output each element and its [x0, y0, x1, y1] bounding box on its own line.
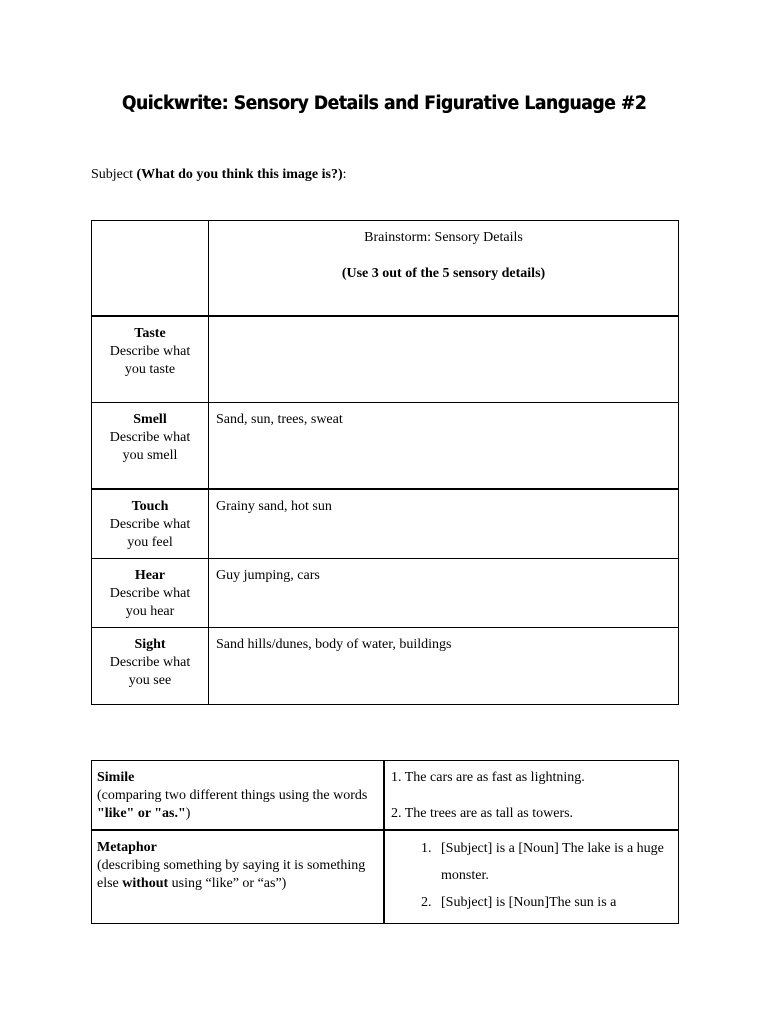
table-row — [92, 316, 679, 403]
sense-answer-cell[interactable]: Guy jumping, cars — [209, 559, 679, 628]
simile-definition-keywords: "like" or "as." — [97, 806, 186, 821]
metaphor-definition-cell — [92, 830, 385, 924]
sense-name: Sight — [134, 637, 166, 652]
table-row — [92, 830, 679, 924]
sense-label-cell — [92, 559, 209, 628]
sense-description: Describe what you taste — [109, 344, 191, 377]
sense-name: Touch — [131, 499, 169, 514]
table-row — [92, 403, 679, 490]
simile-example: 2. The trees are as tall as towers. — [391, 806, 574, 821]
subject-suffix: : — [342, 167, 347, 182]
simile-definition: (comparing two different things using the words — [97, 788, 368, 803]
sense-answer-cell[interactable] — [209, 316, 679, 403]
table-row — [92, 761, 679, 831]
sense-answer-cell[interactable]: Sand, sun, trees, sweat — [209, 403, 679, 490]
header-empty-cell — [92, 221, 209, 317]
metaphor-example-list — [391, 835, 678, 916]
metaphor-definition-end: using “like” or “as”) — [168, 876, 287, 891]
sense-label-cell — [92, 628, 209, 705]
subject-prompt: (What do you think this image is?) — [136, 167, 343, 182]
sense-name: Smell — [133, 412, 167, 427]
sense-description: Describe what you see — [109, 655, 191, 688]
subject-label: Subject — [91, 167, 137, 182]
sense-answer-cell[interactable]: Grainy sand, hot sun — [209, 489, 679, 559]
brainstorm-title: Brainstorm: Sensory Details — [364, 230, 523, 245]
sense-description: Describe what you hear — [109, 586, 191, 619]
metaphor-definition: (describing something by saying it is something else — [97, 858, 366, 891]
simile-example: 1. The cars are as fast as lightning. — [391, 770, 585, 785]
sense-answer-cell[interactable]: Sand hills/dunes, body of water, buildings — [209, 628, 679, 705]
sensory-details-table — [91, 220, 679, 705]
metaphor-definition-keyword: without — [122, 876, 169, 891]
sense-description: Describe what you feel — [109, 517, 191, 550]
sense-label-cell — [92, 489, 209, 559]
simile-examples-cell[interactable] — [384, 761, 679, 831]
simile-definition-end: ) — [185, 806, 191, 821]
figurative-language-table — [91, 760, 679, 924]
simile-definition-cell — [92, 761, 385, 831]
sense-label-cell — [92, 316, 209, 403]
table-row — [92, 489, 679, 559]
brainstorm-instruction: (Use 3 out of the 5 sensory details) — [341, 266, 546, 281]
subject-line — [91, 167, 347, 183]
sense-name: Taste — [134, 326, 166, 341]
sense-description: Describe what you smell — [109, 430, 191, 463]
metaphor-example: 1. [Subject] is a [Noun] The lake is a huge monster. — [435, 835, 678, 889]
table-row — [92, 559, 679, 628]
simile-term: Simile — [97, 770, 135, 785]
sensory-header-row — [92, 221, 679, 317]
sense-label-cell — [92, 403, 209, 490]
metaphor-example: 2. [Subject] is [Noun]The sun is a — [435, 889, 678, 916]
metaphor-examples-cell[interactable] — [384, 830, 679, 924]
header-cell — [209, 221, 679, 317]
sense-name: Hear — [134, 568, 166, 583]
page-title: Quickwrite: Sensory Details and Figurative Language #2 — [121, 93, 647, 114]
metaphor-term: Metaphor — [97, 840, 157, 855]
table-row — [92, 628, 679, 705]
